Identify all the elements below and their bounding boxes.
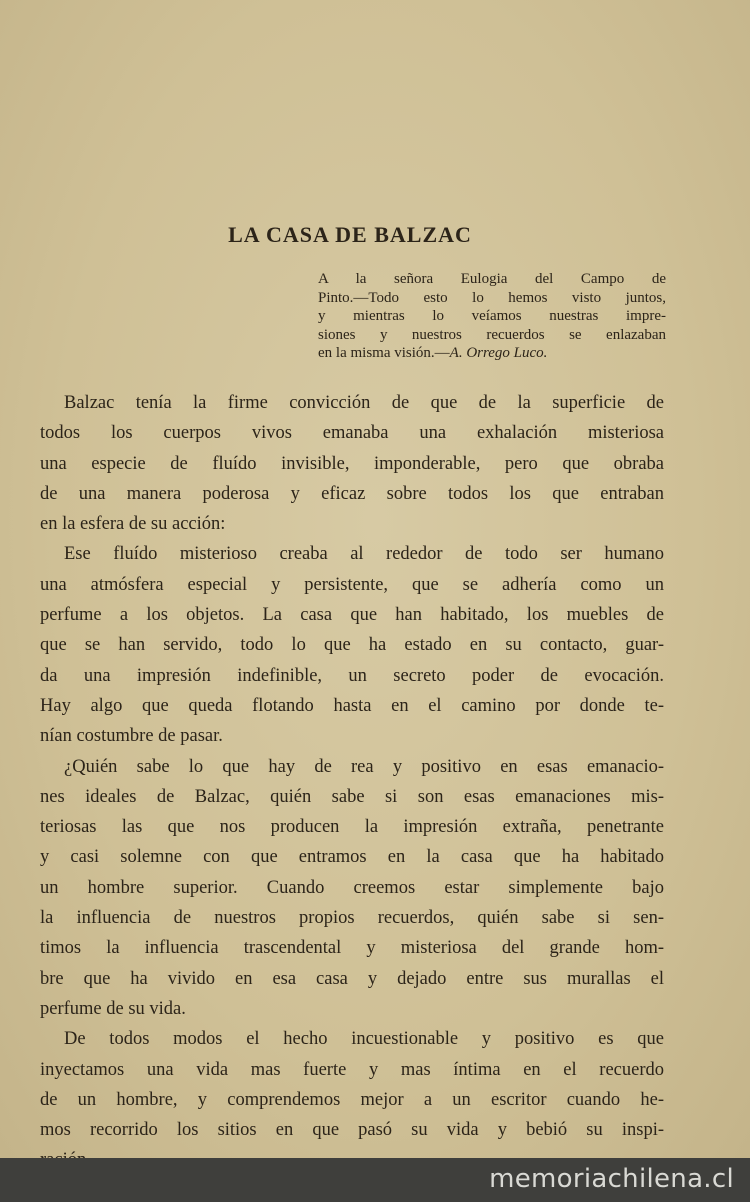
body-line: De todos modos el hecho incuestionable y positivo es que (64, 1029, 664, 1050)
epigraph-line-text: en la misma visión.— (318, 345, 450, 362)
body-line: Hay algo que queda flotando hasta en el camino por donde te- (40, 695, 664, 716)
footer-bar (0, 1158, 750, 1202)
body-line: ¿Quién sabe lo que hay de rea y positivo en esas emanacio- (64, 756, 664, 777)
body-line: una atmósfera especial y persistente, que se adhería como un (40, 574, 664, 595)
body-line: mos recorrido los sitios en que pasó su vida y bebió su inspi- (40, 1120, 664, 1141)
body-line: y casi solemne con que entramos en la casa que ha habitado (40, 847, 664, 868)
body-line: un hombre superior. Cuando creemos estar simplemente bajo (40, 877, 664, 898)
epigraph-line: y mientras lo veíamos nuestras impre- (318, 308, 666, 325)
body-line: da una impresión indefinible, un secreto poder de evocación. (40, 665, 664, 686)
body-text (40, 388, 664, 1176)
body-line: en la esfera de su acción: (40, 514, 226, 535)
body-line: bre que ha vivido en esa casa y dejado entre sus murallas el (40, 968, 664, 989)
epigraph (318, 270, 666, 363)
body-line: que se han servido, todo lo que ha estado en su contacto, guar- (40, 635, 664, 656)
body-line: perfume de su vida. (40, 998, 186, 1019)
chapter-title: LA CASA DE BALZAC (228, 222, 472, 247)
body-line: de un hombre, y comprendemos mejor a un escritor cuando he- (40, 1089, 664, 1110)
epigraph-line: Pinto.—Todo esto lo hemos visto juntos, (318, 289, 666, 306)
body-line: inyectamos una vida mas fuerte y mas íntima en el recuerdo (40, 1059, 664, 1080)
body-line: Ese fluído misterioso creaba al rededor de todo ser humano (64, 544, 664, 565)
body-line: Balzac tenía la firme convicción de que de la superficie de (64, 393, 664, 413)
body-line: de una manera poderosa y eficaz sobre todos los que entraban (40, 483, 664, 504)
body-line: una especie de fluído invisible, imponderable, pero que obraba (40, 453, 664, 474)
body-line: nes ideales de Balzac, quién sabe si son esas emanaciones mis- (40, 786, 664, 807)
body-line: todos los cuerpos vivos emanaba una exhalación misteriosa (40, 423, 664, 444)
epigraph-last-line (318, 344, 666, 363)
epigraph-line: siones y nuestros recuerdos se enlazaban (318, 326, 666, 343)
body-line: teriosas las que nos producen la impresión extraña, penetrante (40, 817, 664, 838)
body-line: timos la influencia trascendental y misteriosa del grande hom- (40, 938, 664, 959)
body-line: perfume a los objetos. La casa que han habitado, los muebles de (40, 605, 664, 626)
body-line: la influencia de nuestros propios recuerdos, quién sabe si sen- (40, 908, 664, 929)
body-line: nían costumbre de pasar. (40, 726, 223, 747)
epigraph-attribution: A. Orrego Luco. (449, 345, 548, 362)
watermark-logo: memoriachilena.cl (489, 1164, 734, 1194)
epigraph-line: A la señora Eulogia del Campo de (318, 271, 666, 287)
